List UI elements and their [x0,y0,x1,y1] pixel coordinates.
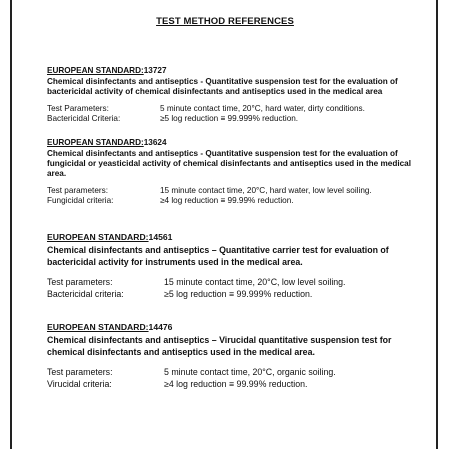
parameter-label: Test parameters: [47,367,113,377]
parameter-row [47,366,417,378]
standard-number: 13624 [143,138,167,147]
standard-reference [47,232,417,242]
standard-number: 13727 [143,66,167,75]
standard-label: EUROPEAN STANDARD: [47,322,149,332]
standard-reference [47,66,417,76]
parameter-list [47,276,417,300]
standard-description: Chemical disinfectants and antiseptics - Quantitative suspension test for the evaluation of fungicidal or yeasticidal activity of chemical disinfectants and antiseptics used in the medical area. [47,149,411,178]
parameter-row [47,196,417,206]
standard-description: Chemical disinfectants and antiseptics – Quantitative carrier test for evaluation of bactericidal activity for instruments used in the medical area. [47,245,389,267]
standard-label: EUROPEAN STANDARD: [47,66,144,75]
parameter-row [47,276,417,288]
standard-reference [47,322,417,332]
standard-reference [47,138,417,148]
parameter-row [47,104,417,114]
parameter-label: Fungicidal criteria: [47,196,114,205]
parameter-row [47,114,417,124]
parameter-value: ≥5 log reduction ≡ 99.999% reduction. [164,289,313,299]
standard-number: 14476 [148,322,173,332]
parameter-label: Bactericidal criteria: [47,289,124,299]
parameter-value: 15 minute contact time, 20°C, hard water, low level soiling. [160,186,372,195]
standard-section-13727 [47,66,417,124]
parameter-list [47,366,417,390]
parameter-value: 5 minute contact time, 20°C, organic soiling. [164,367,336,377]
page-title: TEST METHOD REFERENCES [156,16,294,27]
parameter-label: Test Parameters: [47,104,109,113]
parameter-row [47,378,417,390]
parameter-value: 15 minute contact time, 20°C, low level soiling. [164,277,346,287]
standard-description: Chemical disinfectants and antiseptics - Quantitative suspension test for the evaluation of bactericidal activity of chemical disinfectants and antiseptics used in the medical area [47,77,398,96]
parameter-value: ≥5 log reduction ≡ 99.999% reduction. [160,114,299,123]
parameter-row [47,186,417,196]
parameter-label: Test parameters: [47,277,113,287]
standard-section-13624 [47,138,417,206]
parameter-list [47,186,417,206]
standard-section-14476 [47,322,417,390]
standard-section-14561 [47,232,417,300]
standard-number: 14561 [148,232,173,242]
parameter-value: ≥4 log reduction ≡ 99.99% reduction. [160,196,294,205]
standard-label: EUROPEAN STANDARD: [47,232,149,242]
parameter-label: Test parameters: [47,186,108,195]
standard-description: Chemical disinfectants and antiseptics – Virucidal quantitative suspension test for chemical disinfectants and antiseptics used in the medical area. [47,335,392,357]
parameter-value: 5 minute contact time, 20°C, hard water, dirty conditions. [160,104,365,113]
parameter-value: ≥4 log reduction ≡ 99.99% reduction. [164,379,308,389]
standard-label: EUROPEAN STANDARD: [47,138,144,147]
parameter-label: Bactericidal Criteria: [47,114,121,123]
parameter-list [47,104,417,124]
parameter-row [47,288,417,300]
parameter-label: Virucidal criteria: [47,379,112,389]
